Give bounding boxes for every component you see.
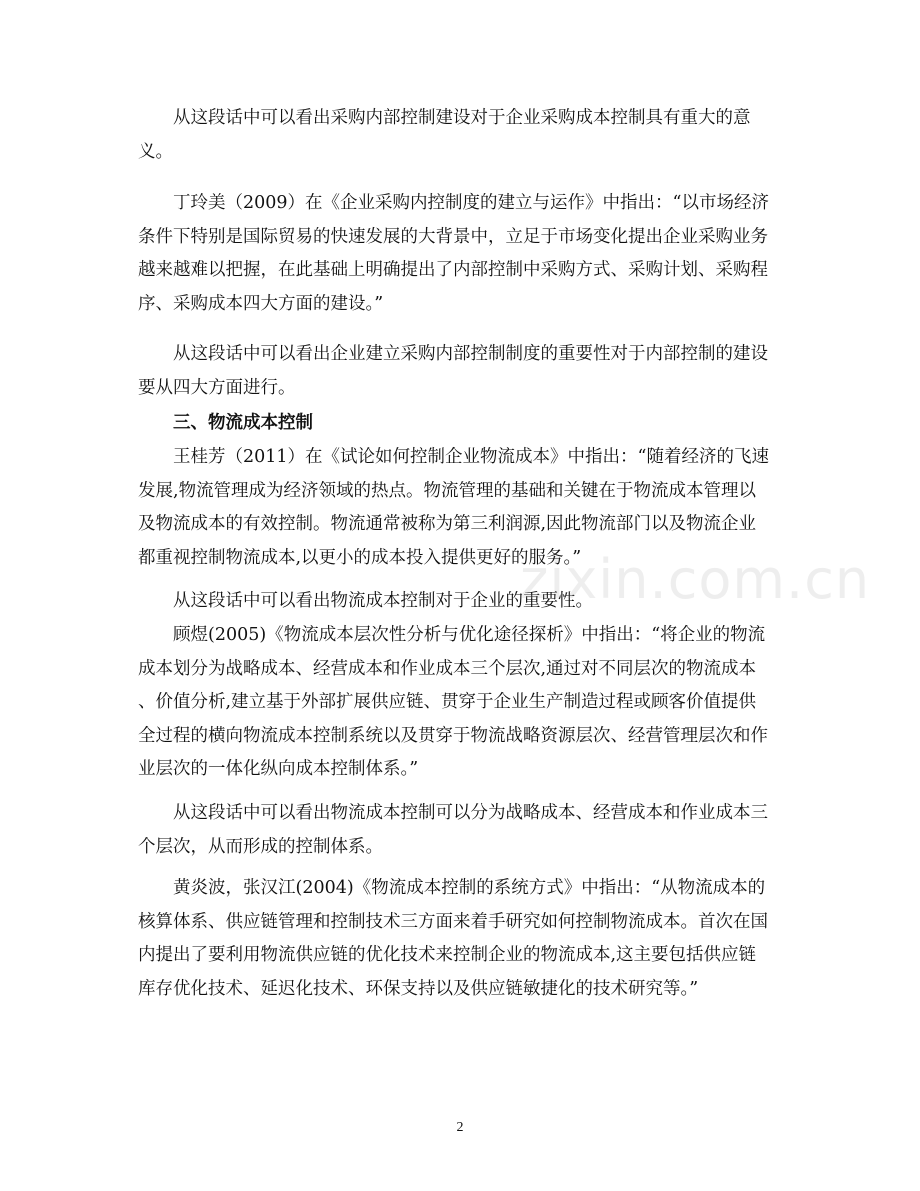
text-line: 个层次，从而形成的控制体系。 [138, 836, 383, 857]
paragraph-1 [138, 102, 786, 169]
text-line: 从这段话中可以看出物流成本控制可以分为战略成本、经营成本和作业成本三 [173, 803, 768, 823]
text-line: 都重视控制物流成本,以更小的成本投入提供更好的服务。” [138, 547, 582, 568]
text-line: 发展,物流管理成为经济领域的热点。物流管理的基础和关键在于物流成本管理以 [138, 480, 757, 501]
text-line: 库存优化技术、延迟化技术、环保支持以及供应链敏捷化的技术研究等。” [138, 978, 699, 999]
page-number: 2 [456, 1120, 464, 1135]
text-line: 业层次的一体化纵向成本控制体系。” [138, 759, 419, 779]
section-heading: 三、物流成本控制 [173, 413, 313, 433]
text-line: 核算体系、供应链管理和控制技术三方面来着手研究如何控制物流成本。首次在国 [138, 911, 768, 932]
text-line: 越来越难以把握，在此基础上明确提出了内部控制中采购方式、采购计划、采购程 [138, 260, 768, 280]
text-line: 条件下特别是国际贸易的快速发展的大背景中，立足于市场变化提出企业采购业务 [138, 226, 768, 247]
text-line: 及物流成本的有效控制。物流通常被称为第三利润源,因此物流部门以及物流企业 [138, 514, 757, 534]
text-line: 内提出了要利用物流供应链的优化技术来控制企业的物流成本,这主要包括供应链 [138, 945, 757, 965]
paragraph-2 [138, 187, 786, 321]
paragraph-6 [138, 619, 786, 787]
paragraph-4 [138, 441, 786, 575]
text-line: 从这段话中可以看出物流成本控制对于企业的重要性。 [173, 591, 593, 611]
text-line: 、价值分析,建立基于外部扩展供应链、贯穿于企业生产制造过程或顾客价值提供 [138, 692, 757, 712]
paragraph-7 [138, 797, 786, 864]
text-line: 黄炎波，张汉江(2004)《物流成本控制的系统方式》中指出：“从物流成本的 [173, 878, 766, 898]
text-line: 要从四大方面进行。 [138, 377, 296, 398]
text-line: 从这段话中可以看出采购内部控制建设对于企业采购成本控制具有重大的意 [173, 108, 751, 128]
text-line: 顾煜(2005)《物流成本层次性分析与优化途径探析》中指出：“将企业的物流 [173, 625, 766, 645]
paragraph-8 [138, 872, 786, 1006]
text-line: 从这段话中可以看出企业建立采购内部控制制度的重要性对于内部控制的建设 [173, 344, 768, 364]
text-line: 王桂芳（2011）在《试论如何控制企业物流成本》中指出：“随着经济的飞速 [173, 447, 769, 467]
text-line: 序、采购成本四大方面的建设。” [138, 293, 384, 314]
text-line: 义。 [138, 141, 173, 162]
text-line: 全过程的横向物流成本控制系统以及贯穿于物流战略资源层次、经营管理层次和作 [138, 725, 768, 746]
paragraph-5 [138, 585, 786, 619]
watermark: zixin.com.cn [520, 548, 871, 611]
text-line: 丁玲美（2009）在《企业采购内控制度的建立与运作》中指出：“以市场经济 [173, 193, 769, 213]
paragraph-3 [138, 338, 786, 405]
text-line: 成本划分为战略成本、经营成本和作业成本三个层次,通过对不同层次的物流成本 [138, 658, 757, 679]
